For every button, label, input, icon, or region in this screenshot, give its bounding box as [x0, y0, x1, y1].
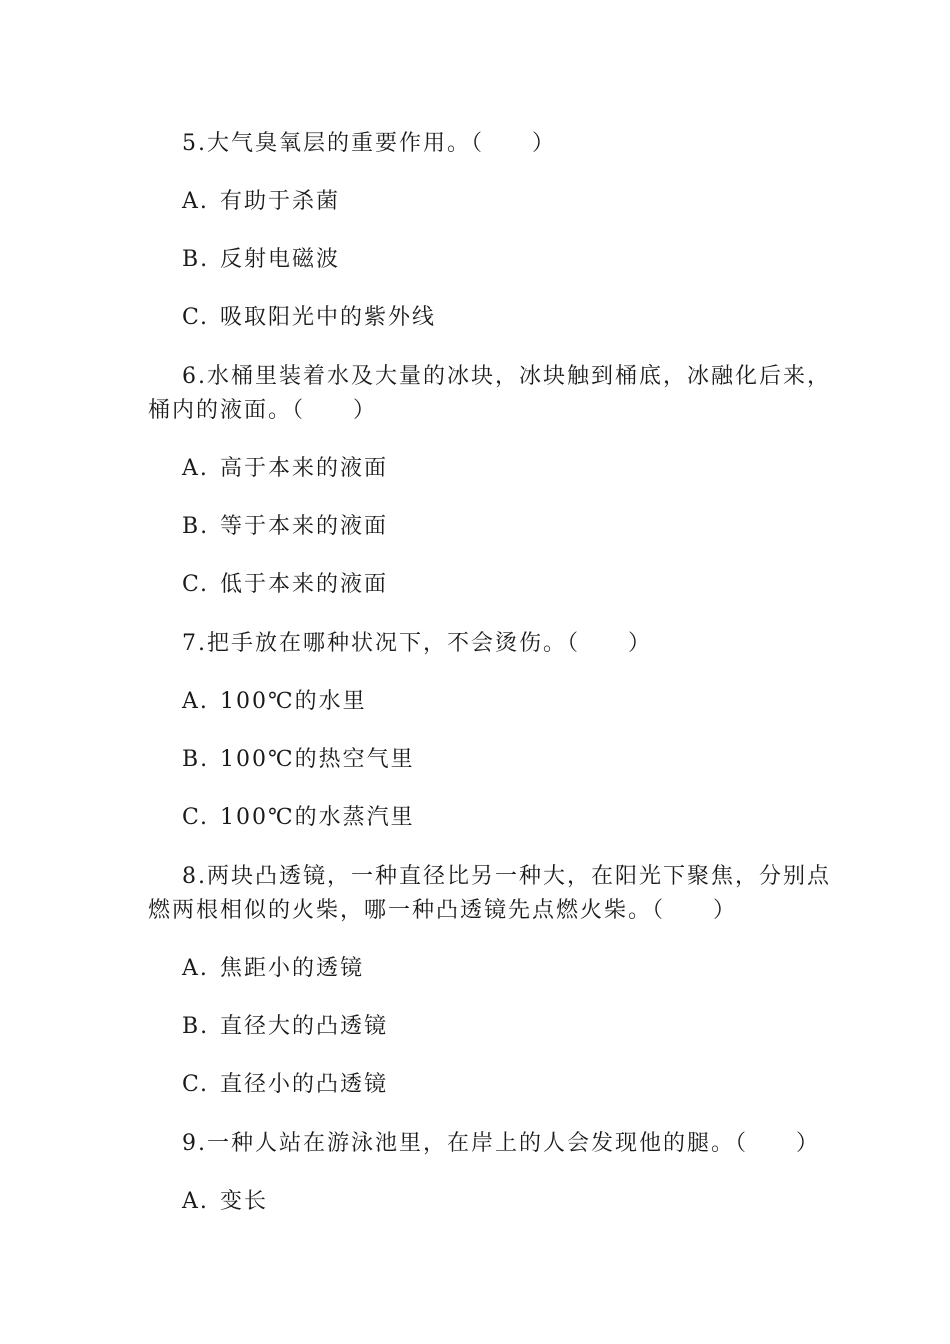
question-7-option-b: [182, 743, 415, 777]
option-letter: C.: [182, 805, 210, 830]
question-8-stem: 8.两块凸透镜，一种直径比另一种大，在阳光下聚焦，分别点燃两根相似的火柴，哪一种凸透镜先点燃火柴。（ ）: [148, 864, 831, 923]
option-letter: C.: [182, 305, 210, 330]
option-letter: C.: [182, 572, 210, 597]
option-text: 反射电磁波: [220, 247, 341, 272]
question-8-option-a: [182, 952, 364, 986]
option-text: 变长: [220, 1189, 269, 1214]
question-5-option-a: [182, 185, 340, 219]
question-7-stem: 7.把手放在哪种状况下，不会烫伤。（ ）: [182, 631, 652, 656]
question-5-option-c: [182, 301, 436, 335]
option-text: 100℃的水蒸汽里: [220, 805, 415, 830]
option-letter: B.: [182, 747, 210, 772]
question-6-option-b: [182, 510, 388, 544]
option-text: 低于本来的液面: [220, 572, 389, 597]
option-letter: A.: [182, 956, 209, 981]
option-letter: A.: [182, 189, 209, 214]
option-letter: A.: [182, 1189, 209, 1214]
option-text: 吸取阳光中的紫外线: [220, 305, 437, 330]
question-5-option-b: [182, 243, 340, 277]
option-text: 焦距小的透镜: [220, 956, 365, 981]
question-6-stem: 6.水桶里装着水及大量的冰块，冰块触到桶底，冰融化后来，桶内的液面。（ ）: [148, 364, 831, 423]
option-text: 等于本来的液面: [220, 514, 389, 539]
option-letter: A.: [182, 456, 209, 481]
question-8-option-c: [182, 1068, 388, 1102]
option-letter: B.: [182, 247, 210, 272]
question-5-stem: 5.大气臭氧层的重要作用。（ ）: [182, 131, 556, 156]
question-6-option-a: [182, 452, 388, 486]
question-7-option-c: [182, 801, 415, 835]
option-letter: B.: [182, 1014, 210, 1039]
question-9-option-a: [182, 1185, 268, 1219]
option-letter: C.: [182, 1072, 210, 1097]
option-text: 直径大的凸透镜: [220, 1014, 389, 1039]
question-8-option-b: [182, 1010, 388, 1044]
option-text: 100℃的热空气里: [220, 747, 415, 772]
question-7-option-a: [182, 685, 367, 719]
option-text: 直径小的凸透镜: [220, 1072, 389, 1097]
option-text: 100℃的水里: [220, 689, 367, 714]
option-letter: A.: [182, 689, 209, 714]
question-6-option-c: [182, 568, 388, 602]
option-letter: B.: [182, 514, 210, 539]
question-9-stem: 9.一种人站在游泳池里，在岸上的人会发现他的腿。（ ）: [182, 1131, 820, 1156]
option-text: 有助于杀菌: [220, 189, 341, 214]
option-text: 高于本来的液面: [220, 456, 389, 481]
